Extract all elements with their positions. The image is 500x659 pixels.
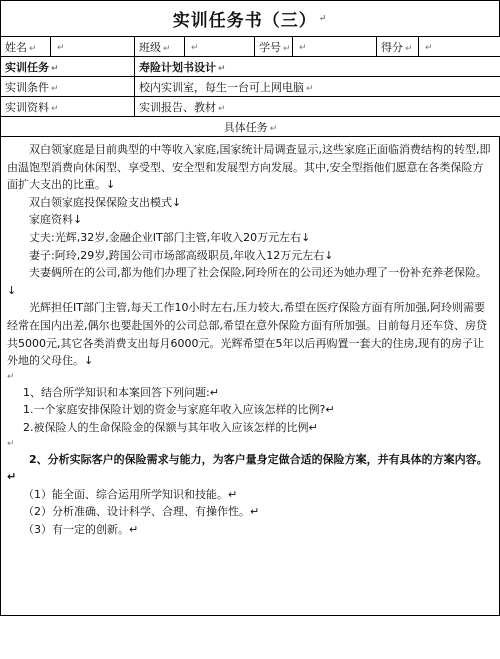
student-id-label: 学号 ↵: [255, 37, 293, 57]
condition-row: [1, 77, 500, 97]
tasks-content: [0, 137, 500, 616]
class-label: 班级 ↵: [135, 37, 185, 57]
student-info-row: [1, 37, 500, 57]
score-label: 得分 ↵: [377, 37, 419, 57]
paragraph: 夫妻俩所在的公司,都为他们办理了社会保险,阿玲所在的公司还为她办理了一份补充养老保险。↓: [7, 266, 487, 297]
task-heading: 2、分析实际客户的保险需求与能力，为客户量身定做合适的保险方案，并有具体的方案内容。↵: [7, 452, 488, 484]
info-table: [0, 36, 500, 137]
name-value-cell[interactable]: ↵: [51, 37, 135, 57]
question-item: 2.被保险人的生命保险金的保额与其年收入应该怎样的比例↵: [23, 420, 318, 434]
requirement-item: （2）分析准确、设计科学、合理、有操作性。↵: [23, 505, 260, 519]
requirement-item: （1）能全面、综合运用所学知识和技能。↵: [23, 487, 238, 501]
name-label: 姓名 ↵: [1, 37, 51, 57]
title-text: 实训任务书（三）: [172, 11, 317, 31]
paragraph: 妻子:阿玲,29岁,跨国公司市场部高级职员,年收入12万元左右↓: [29, 248, 334, 262]
condition-value: 校内实训室，每生一台可上网电脑 ↵: [135, 77, 500, 97]
paragraph: 家庭资料↓: [29, 213, 83, 227]
tasks-header: 具体任务 ↵: [1, 117, 500, 137]
paragraph: 双白领家庭投保保险支出模式↓: [29, 195, 182, 209]
requirement-item: （3）有一定的创新。↵: [23, 522, 139, 536]
condition-label: 实训条件 ↵: [1, 77, 135, 97]
materials-row: [1, 97, 500, 117]
question-heading: 1、结合所学知识和本案回答下列问题:↵: [23, 385, 219, 399]
question-item: 1.一个家庭安排保险计划的资金与家庭年收入应该怎样的比例?↵: [23, 403, 335, 417]
paragraph-mark: ↵: [318, 13, 328, 24]
task-label: 实训任务 ↵: [1, 57, 135, 77]
score-value-cell[interactable]: ↵: [419, 37, 500, 57]
tasks-header-row: [1, 117, 500, 137]
paragraph: 光辉担任IT部门主管,每天工作10小时左右,压力较大,希望在医疗保险方面有所加强,阿玲则需要经常在国内出差,偶尔也要赴国外的公司总部,希望在意外保险方面有所加强。目前每月还车贷、房贷共5000元,其它各类消费支出每月6000元。光辉希望在5年以后再购置一套大的住房,现有的房子让外地的父母住。↓: [7, 301, 487, 368]
paragraph: 丈夫:光辉,32岁,金融企业IT部门主管,年收入20万元左右↓: [29, 230, 311, 244]
class-value-cell[interactable]: ↵: [185, 37, 255, 57]
empty-line: ↵: [7, 371, 15, 382]
student-id-value-cell[interactable]: ↵: [293, 37, 377, 57]
materials-value: 实训报告、教材 ↵: [135, 97, 500, 117]
empty-line: ↵: [7, 438, 15, 449]
task-value: 寿险计划书设计 ↵: [135, 57, 500, 77]
materials-label: 实训资料 ↵: [1, 97, 135, 117]
document-title: [0, 0, 500, 36]
paragraph: 双白领家庭是目前典型的中等收入家庭,国家统计局调查显示,这些家庭正面临消费结构的转型,即由温饱型消费向休闲型、享受型、安全型和发展型方向发展。其中,安全型指他们愿意在各类保险方面扩大支出的比重。↓: [7, 143, 491, 192]
task-row: [1, 57, 500, 77]
